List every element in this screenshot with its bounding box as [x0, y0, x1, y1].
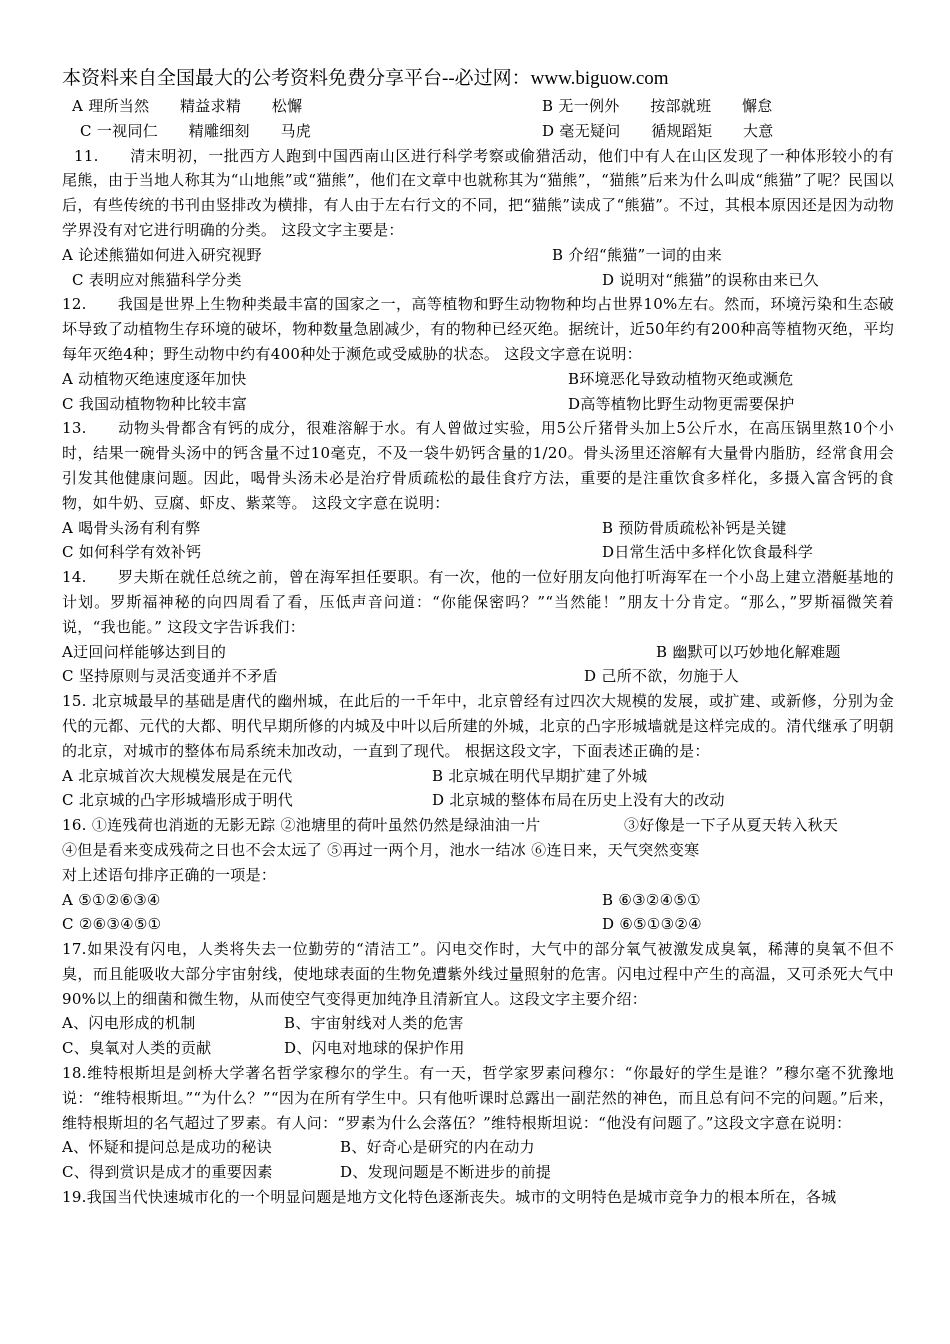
q15-options-row-2: [62, 788, 894, 813]
q11-option-a: A 论述熊猫如何进入研究视野: [62, 245, 262, 264]
q13-option-a: A 喝骨头汤有利有弊: [62, 518, 201, 537]
q18-stem: 18.维特根斯坦是剑桥大学著名哲学家穆尔的学生。有一天，哲学家罗素问穆尔：“你最好的学生是谁？”穆尔毫不犹豫地说：“维特根斯坦。”“为什么？”“因为在所有学生中。只有他听课时总露出一副茫然的神色，而且总有问不完的问题。”后来，维特根斯坦的名气超过了罗素。有人问：“罗素为什么会落伍？”维特根斯坦说：“他没有问题了。”这段文字意在说明：: [62, 1064, 894, 1132]
q16-line-2: [62, 838, 894, 863]
q10-option-b: B 无一例外 按部就班 懈怠: [542, 97, 773, 115]
q10-option-c: C 一视同仁 精雕细刻 马虎: [80, 121, 312, 140]
q10-options-row-1: [62, 94, 894, 119]
q10-option-d: D 毫无疑问 循规蹈矩 大意: [542, 121, 774, 140]
q13-options-row-2: [62, 540, 894, 565]
q11-option-c: C 表明应对熊猫科学分类: [72, 270, 242, 289]
q14-stem: 14. 罗夫斯在就任总统之前，曾在海军担任要职。有一次，他的一位好朋友向他打听海军在一个小岛上建立潜艇基地的计划。罗斯福神秘的向四周看了看，压低声音问道：“你能保密吗？”“当然能！”朋友十分肯定。“那么，”罗斯福微笑着说，“我也能。” 这段文字告诉我们：: [62, 568, 894, 636]
q16-option-c: C ②⑥③④⑤①: [62, 915, 162, 934]
q14-option-a: A迂回问样能够达到目的: [62, 642, 227, 661]
q17-option-b: B、宇宙射线对人类的危害: [284, 1014, 464, 1033]
q12-stem: 12. 我国是世界上生物种类最丰富的国家之一，高等植物和野生动物物种均占世界10%左右。然而，环境污染和生态破坏导致了动植物生存环境的破坏，物种数量急剧减少，有的物种已经灭绝。据统计，近50年约有200种高等植物灭绝，平均每年灭绝4种；野生动物中约有400种处于濒危或受威胁的状态。 这段文字意在说明：: [62, 295, 894, 363]
q10-option-a: A 理所当然 精益求精 松懈: [72, 97, 303, 115]
q16-sentences-2: ③好像是一下子从夏天转入秋天: [624, 816, 839, 835]
q17-option-a: A、闪电形成的机制: [62, 1014, 196, 1033]
q14-options-row-2: [62, 664, 894, 689]
q16-option-b: B ⑥③②④⑤①: [602, 890, 701, 909]
q12-option-d: D高等植物比野生动物更需要保护: [568, 394, 795, 413]
q18-options-row-1: [62, 1135, 894, 1160]
q18-option-a: A、怀疑和提问总是成功的秘诀: [62, 1138, 273, 1157]
q12-options-row-1: [62, 367, 894, 392]
q15-option-a: A 北京城首次大规模发展是在元代: [62, 766, 293, 785]
q17-option-d: D、闪电对地球的保护作用: [284, 1039, 465, 1058]
q11-options-row-2: [62, 268, 894, 293]
q16-sentences-3: ④但是看来变成残荷之日也不会太远了 ⑤再过一两个月，池水一结冰 ⑥连日来，天气突然变寒: [62, 840, 700, 859]
q14-option-c: C 坚持原则与灵活变通并不矛盾: [62, 667, 278, 686]
q15-option-c: C 北京城的凸字形城墙形成于明代: [62, 791, 294, 810]
q15-stem: 15. 北京城最早的基础是唐代的幽州城，在此后的一千年中，北京曾经有过四次大规模的发展，或扩建、或新修，分别为金代的元都、元代的大都、明代早期所修的内城及中叶以后所建的外城，北京的凸字形城墙就是这样完成的。清代继承了明朝的北京，对城市的整体布局系统未加改动，一直到了现代。 根据这段文字，下面表述正确的是：: [62, 692, 894, 760]
q10-options-row-2: [62, 119, 894, 144]
q16-options-row-1: [62, 888, 894, 913]
q13-option-c: C 如何科学有效补钙: [62, 543, 202, 562]
q12-option-c: C 我国动植物物种比较丰富: [62, 394, 248, 413]
q11-option-d: D 说明对“熊猫”的误称由来已久: [602, 270, 819, 289]
q16-sentences-1: 16. ①连残荷也消逝的无影无踪 ②池塘里的荷叶虽然仍然是绿油油一片: [62, 816, 541, 835]
q15-options-row-1: [62, 764, 894, 789]
q12-option-b: B环境恶化导致动植物灭绝或濒危: [568, 369, 794, 388]
q11-option-b: B 介绍“熊猫”一词的由来: [552, 245, 723, 264]
q12-option-a: A 动植物灭绝速度逐年加快: [62, 369, 247, 388]
q17-options-row-2: [62, 1036, 894, 1061]
q13-stem: 13. 动物头骨都含有钙的成分，很难溶解于水。有人曾做过实验，用5公斤猪骨头加上5公斤水，在高压锅里熬10个小时，结果一碗骨头汤中的钙含量不过10毫克，不及一袋牛奶钙含量的1/20。骨头汤里还溶解有大量骨内脂肪，经常食用会引发其他健康问题。因此，喝骨头汤未必是治疗骨质疏松的最佳食疗方法，重要的是注重饮食多样化，多摄入富含钙的食物，如牛奶、豆腐、虾皮、紫菜等。 这段文字意在说明：: [62, 419, 894, 512]
q15-option-d: D 北京城的整体布局在历史上没有大的改动: [432, 791, 725, 810]
source-header: 本资料来自全国最大的公考资料免费分享平台--必过网：www.biguow.com: [62, 68, 669, 89]
q13-option-b: B 预防骨质疏松补钙是关键: [602, 518, 787, 537]
q18-option-d: D、发现问题是不断进步的前提: [340, 1163, 552, 1182]
q16-line-1: [62, 813, 894, 838]
q16-prompt: 对上述语句排序正确的一项是：: [62, 865, 277, 884]
q16-options-row-2: [62, 912, 894, 937]
q18-option-c: C、得到赏识是成才的重要因素: [62, 1163, 273, 1182]
q14-option-d: D 己所不欲，勿施于人: [584, 667, 740, 686]
q11-options-row-1: [62, 243, 894, 268]
question-content: [62, 94, 894, 1210]
q14-option-b: B 幽默可以巧妙地化解难题: [656, 642, 841, 661]
q18-option-b: B、好奇心是研究的内在动力: [340, 1138, 535, 1157]
q12-options-row-2: [62, 392, 894, 417]
q17-stem: 17.如果没有闪电，人类将失去一位勤劳的“清洁工”。闪电交作时，大气中的部分氧气被激发成臭氧，稀薄的臭氧不但不臭，而且能吸收大部分宇宙射线，使地球表面的生物免遭紫外线过量照射的危害。闪电过程中产生的高温，又可杀死大气中90%以上的细菌和微生物，从而使空气变得更加纯净且清新宜人。这段文字主要介绍：: [62, 940, 894, 1008]
q15-option-b: B 北京城在明代早期扩建了外城: [432, 766, 648, 785]
q17-options-row-1: [62, 1011, 894, 1036]
q14-options-row-1: [62, 640, 894, 665]
q13-option-d: D日常生活中多样化饮食最科学: [602, 543, 814, 562]
q16-option-d: D ⑥⑤①③②④: [602, 915, 702, 934]
q16-option-a: A ⑤①②⑥③④: [62, 890, 161, 909]
q11-stem: 11. 清末明初，一批西方人跑到中国西南山区进行科学考察或偷猎活动，他们中有人在山区发现了一种体形较小的有尾熊，由于当地人称其为“山地熊”或“猫熊”，他们在文章中也就称其为“猫熊”，“猫熊”后来为什么叫成“熊猫”了呢？民国以后，有些传统的书刊由竖排改为横排，有人由于左右行文的不同，把“猫熊”读成了“熊猫”。不过，其根本原因还是因为动物学界没有对它进行明确的分类。 这段文字主要是：: [62, 146, 894, 239]
q13-options-row-1: [62, 516, 894, 541]
q18-options-row-2: [62, 1160, 894, 1185]
q19-stem: 19.我国当代快速城市化的一个明显问题是地方文化特色逐渐丧失。城市的文明特色是城市竞争力的根本所在，各城: [62, 1188, 837, 1207]
q16-line-3: [62, 863, 894, 888]
q17-option-c: C、臭氧对人类的贡献: [62, 1039, 212, 1058]
